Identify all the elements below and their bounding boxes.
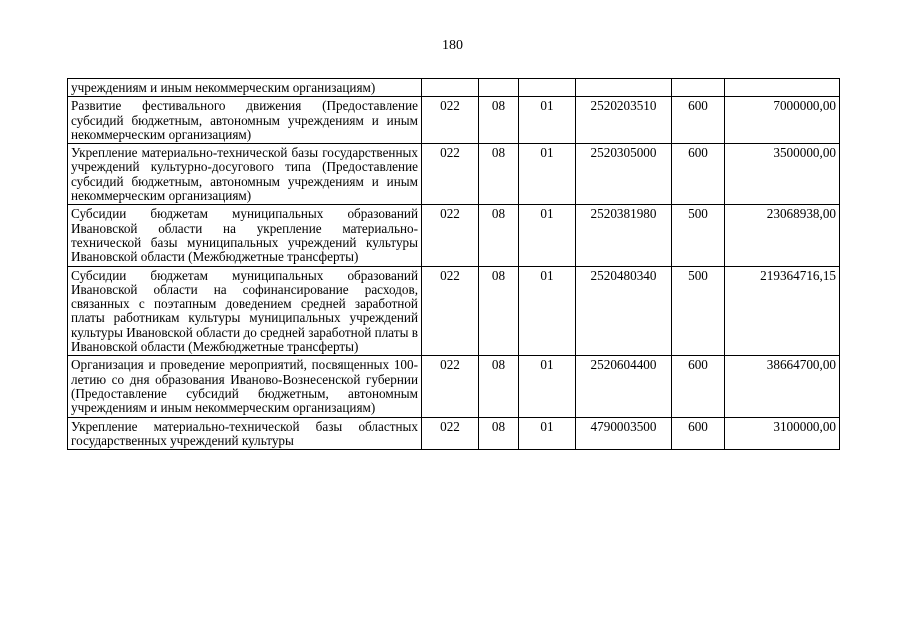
amount-value: 38664700,00 <box>725 356 840 417</box>
table-row <box>68 79 840 97</box>
section-code: 08 <box>479 97 519 144</box>
table-row <box>68 144 840 205</box>
row-description: Субсидии бюджетам муниципальных образований Ивановской области на софинансирование расходов, связанных с поэтапным доведением средней заработной платы работникам культуры муниципальных учреждений культуры Ивановской области до средней заработной платы в Ивановской области (Межбюджетные трансферты) <box>68 266 422 356</box>
expense-type-code <box>672 79 725 97</box>
ministry-code: 022 <box>422 266 479 356</box>
section-code: 08 <box>479 417 519 450</box>
subsection-code: 01 <box>519 97 576 144</box>
table-row <box>68 356 840 417</box>
target-article-code: 2520604400 <box>576 356 672 417</box>
section-code: 08 <box>479 266 519 356</box>
section-code: 08 <box>479 205 519 266</box>
amount-value: 3100000,00 <box>725 417 840 450</box>
target-article-code: 2520203510 <box>576 97 672 144</box>
subsection-code: 01 <box>519 417 576 450</box>
table-row <box>68 205 840 266</box>
amount-value <box>725 79 840 97</box>
subsection-code <box>519 79 576 97</box>
amount-value: 23068938,00 <box>725 205 840 266</box>
page-number: 180 <box>442 38 463 53</box>
table-row <box>68 266 840 356</box>
subsection-code: 01 <box>519 356 576 417</box>
ministry-code: 022 <box>422 417 479 450</box>
row-description: Организация и проведение мероприятий, посвященных 100-летию со дня образования Иваново-Вознесенской губернии (Предоставление субсидий бюджетным, автономным учреждениям и иным некоммерческим организациям) <box>68 356 422 417</box>
section-code: 08 <box>479 144 519 205</box>
subsection-code: 01 <box>519 266 576 356</box>
row-description: Укрепление материально-технической базы областных государственных учреждений культуры <box>68 417 422 450</box>
expense-type-code: 600 <box>672 356 725 417</box>
amount-value: 7000000,00 <box>725 97 840 144</box>
subsection-code: 01 <box>519 205 576 266</box>
ministry-code: 022 <box>422 356 479 417</box>
target-article-code: 2520305000 <box>576 144 672 205</box>
expense-type-code: 500 <box>672 266 725 356</box>
expense-type-code: 600 <box>672 417 725 450</box>
amount-value: 219364716,15 <box>725 266 840 356</box>
expense-type-code: 600 <box>672 97 725 144</box>
row-description: учреждениям и иным некоммерческим организациям) <box>68 79 422 97</box>
table-row <box>68 417 840 450</box>
target-article-code: 2520480340 <box>576 266 672 356</box>
section-code: 08 <box>479 356 519 417</box>
target-article-code: 4790003500 <box>576 417 672 450</box>
target-article-code <box>576 79 672 97</box>
ministry-code: 022 <box>422 144 479 205</box>
row-description: Укрепление материально-технической базы государственных учреждений культурно-досугового типа (Предоставление субсидий бюджетным, автономным учреждениям и иным некоммерческим организациям) <box>68 144 422 205</box>
table-row <box>68 97 840 144</box>
ministry-code <box>422 79 479 97</box>
row-description: Субсидии бюджетам муниципальных образований Ивановской области на укрепление материально-технической базы муниципальных учреждений культуры Ивановской области (Межбюджетные трансферты) <box>68 205 422 266</box>
target-article-code: 2520381980 <box>576 205 672 266</box>
section-code <box>479 79 519 97</box>
row-description: Развитие фестивального движения (Предоставление субсидий бюджетным, автономным учреждениям и иным некоммерческим организациям) <box>68 97 422 144</box>
ministry-code: 022 <box>422 97 479 144</box>
subsection-code: 01 <box>519 144 576 205</box>
expense-type-code: 600 <box>672 144 725 205</box>
budget-table <box>67 78 840 450</box>
expense-type-code: 500 <box>672 205 725 266</box>
amount-value: 3500000,00 <box>725 144 840 205</box>
ministry-code: 022 <box>422 205 479 266</box>
